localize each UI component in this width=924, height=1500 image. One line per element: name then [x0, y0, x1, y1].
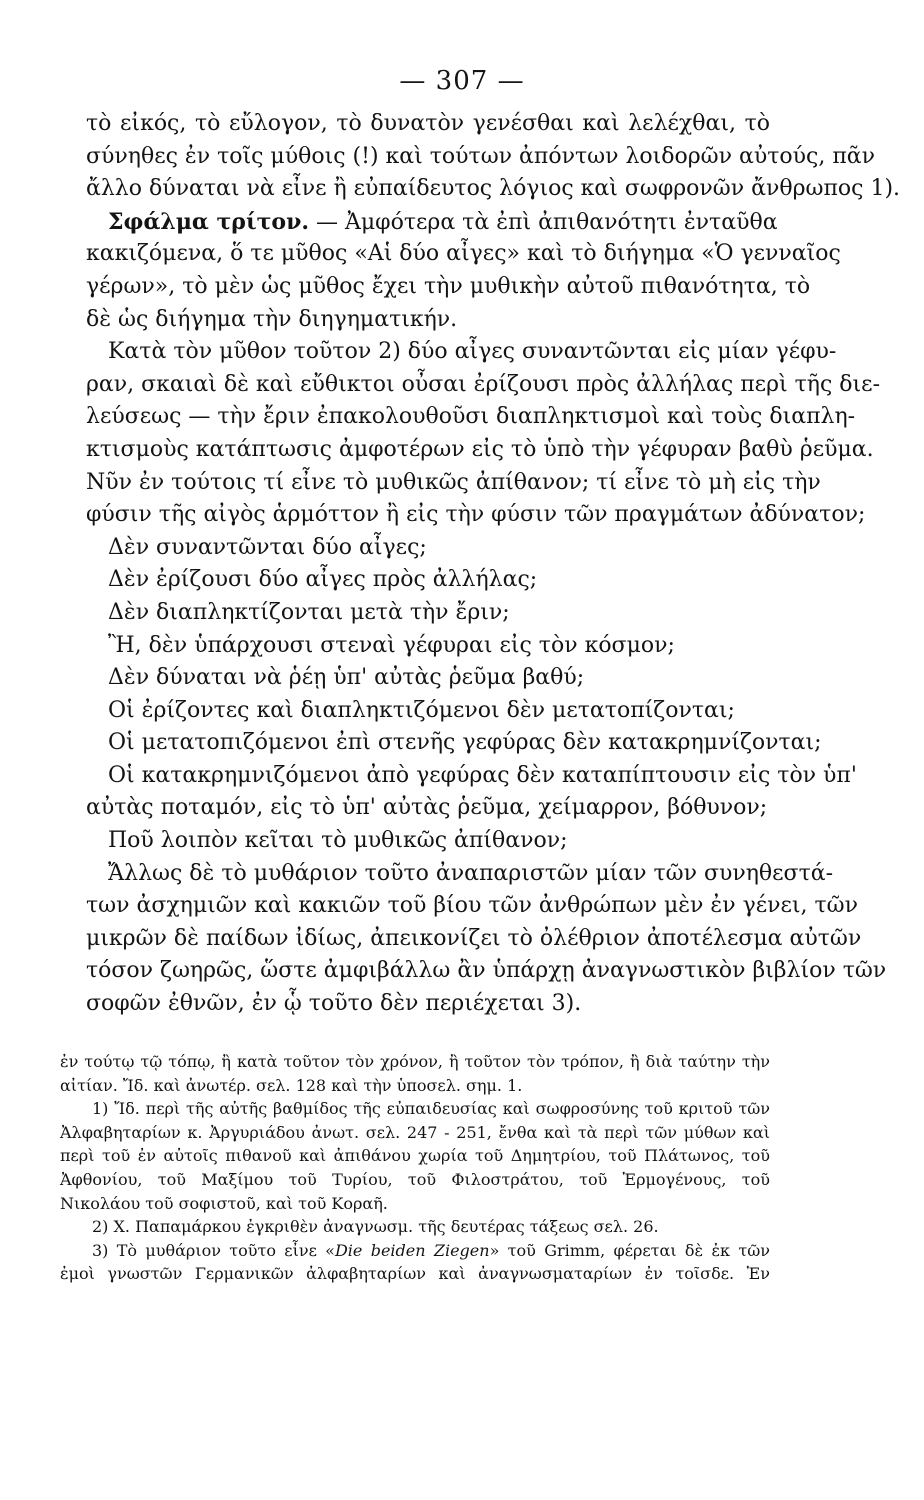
section-heading: Σφάλμα τρίτον.	[108, 208, 309, 235]
text-line: τὸ εἰκός, τὸ εὔλογον, τὸ δυνατὸν γενέσθαι καὶ λελέχθαι, τὸ	[86, 111, 770, 136]
text-line: ραν, σκαιαὶ δὲ καὶ εὔθικτοι οὖσαι ἐρίζουσι πρὸς ἀλλήλας περὶ τῆς διε-	[86, 371, 880, 397]
text-line: Δὲν ἐρίζουσι δύο αἶγες πρὸς ἀλλήλας;	[108, 567, 538, 593]
text-line: λεύσεως — τὴν ἔριν ἐπακολουθοῦσι διαπληκτισμοὶ καὶ τοὺς διαπλη-	[86, 404, 856, 430]
main-text	[86, 108, 901, 1021]
footnotes	[60, 1050, 770, 1286]
text-line: Οἱ κατακρημνιζόμενοι ἀπὸ γεφύρας δὲν καταπίπτουσιν εἰς τὸν ὑπ'	[108, 762, 857, 788]
page-number: — 307 —	[399, 66, 525, 96]
text-line: τόσον ζωηρῶς, ὥστε ἀμφιβάλλω ἂν ὑπάρχῃ ἀναγνωστικὸν βιβλίον τῶν	[86, 958, 887, 984]
text-line: κακιζόμενα, ὅ τε μῦθος «Αἱ δύο αἶγες» καὶ τὸ διήγημα «Ὁ γενναῖος	[86, 241, 841, 267]
footnote-3-end: » τοῦ Grimm, φέρεται δὲ ἐκ τῶν	[489, 1240, 770, 1260]
text-line: Δὲν διαπληκτίζονται μετὰ τὴν ἔριν;	[108, 599, 510, 625]
text-line: Δὲν συναντῶνται δύο αἶγες;	[108, 534, 427, 560]
text-line: δὲ ὡς διήγημα τὴν διηγηματικήν.	[86, 306, 458, 332]
text-line: αὐτὰς ποταμόν, εἰς τὸ ὑπ' αὐτὰς ῥεῦμα, χείμαρρον, βόθυνον;	[86, 795, 768, 821]
text-line: σύνηθες ἐν τοῖς μύθοις (!) καὶ τούτων ἀπόντων λοιδορῶν αὐτούς, πᾶν	[86, 143, 876, 169]
text-line: Ἢ, δὲν ὑπάρχουσι στεναὶ γέφυραι εἰς τὸν κόσμον;	[108, 632, 675, 658]
text-line: ἄλλο δύναται νὰ εἶνε ἢ εὐπαίδευτος λόγιος καὶ σωφρονῶν ἄνθρωπος 1).	[86, 176, 901, 202]
footnote-line: Ἀλφαβηταρίων κ. Ἀργυριάδου ἀνωτ. σελ. 247 - 251, ἔνθα καὶ τὰ περὶ τῶν μύθων καὶ	[60, 1122, 770, 1142]
footnote-3-title: Die beiden Ziegen	[334, 1240, 490, 1260]
text-line: γέρων», τὸ μὲν ὡς μῦθος ἔχει τὴν μυθικὴν αὐτοῦ πιθανότητα, τὸ	[86, 273, 811, 299]
footnote-3-start: 3) Τὸ μυθάριον τοῦτο εἶνε «	[92, 1240, 335, 1260]
footnote-3	[60, 1239, 770, 1263]
text-line: Ἄλλως δὲ τὸ μυθάριον τοῦτο ἀναπαριστῶν μίαν τῶν συνηθεστά-	[108, 860, 834, 886]
text-line: φύσιν τῆς αἰγὸς ἁρμόττον ἢ εἰς τὴν φύσιν τῶν πραγμάτων ἀδύνατον;	[86, 502, 866, 528]
footnote-line: ἐν τούτῳ τῷ τόπῳ, ἢ κατὰ τοῦτον τὸν χρόνον, ἢ τοῦτον τὸν τρόπον, ἢ διὰ ταύτην τὴν	[60, 1052, 770, 1071]
text-line: των ἀσχημιῶν καὶ κακιῶν τοῦ βίου τῶν ἀνθρώπων μὲν ἐν γένει, τῶν	[86, 893, 858, 919]
footnote-line: Ἀφθονίου, τοῦ Μαξίμου τοῦ Τυρίου, τοῦ Φιλοστράτου, τοῦ Ἑρμογένους, τοῦ	[60, 1169, 770, 1189]
heading-line	[86, 206, 778, 239]
text-line: Δὲν δύναται νὰ ῥέῃ ὑπ' αὐτὰς ῥεῦμα βαθύ;	[108, 665, 585, 691]
footnote-line: περὶ τοῦ ἐν αὐτοῖς πιθανοῦ καὶ ἀπιθάνου χωρία τοῦ Δημητρίου, τοῦ Πλάτωνος, τοῦ	[60, 1146, 770, 1166]
text-line: Οἱ ἐρίζοντες καὶ διαπληκτιζόμενοι δὲν μετατοπίζονται;	[108, 697, 735, 723]
text-line: Οἱ μετατοπιζόμενοι ἐπὶ στενῆς γεφύρας δὲν κατακρημνίζονται;	[108, 730, 822, 756]
text-line: κτισμοὺς κατάπτωσις ἀμφοτέρων εἰς τὸ ὑπὸ τὴν γέφυραν βαθὺ ῥεῦμα.	[86, 436, 874, 462]
footnote-line: Νικολάου τοῦ σοφιστοῦ, καὶ τοῦ Κοραῆ.	[60, 1193, 388, 1213]
text-line: μικρῶν δὲ παίδων ἰδίως, ἀπεικονίζει τὸ ὀλέθριον ἀποτέλεσμα αὐτῶν	[86, 925, 862, 951]
text-line: σοφῶν ἐθνῶν, ἐν ᾧ τοῦτο δὲν περιέχεται 3).	[86, 991, 582, 1017]
text-line: Ποῦ λοιπὸν κεῖται τὸ μυθικῶς ἀπίθανον;	[108, 828, 568, 854]
text-line: Κατὰ τὸν μῦθον τοῦτον 2) δύο αἶγες συναντῶνται εἰς μίαν γέφυ-	[108, 339, 837, 365]
footnote-line: ἐμοὶ γνωστῶν Γερμανικῶν ἀλφαβηταρίων καὶ ἀναγνωσματαρίων ἐν τοῖσδε. Ἐν	[60, 1264, 770, 1284]
text-line: Νῦν ἐν τούτοις τί εἶνε τὸ μυθικῶς ἀπίθανον; τί εἶνε τὸ μὴ εἰς τὴν	[86, 469, 821, 495]
footnote-1: 1) Ἴδ. περὶ τῆς αὐτῆς βαθμίδος τῆς εὐπαιδευσίας καὶ σωφροσύνης τοῦ κριτοῦ τῶν	[92, 1099, 770, 1119]
footnote-line: αἰτίαν. Ἴδ. καὶ ἀνωτέρ. σελ. 128 καὶ τὴν ὑποσελ. σημ. 1.	[60, 1075, 523, 1095]
footnote-2: 2) Χ. Παπαμάρκου ἐγκριθὲν ἀναγνωσμ. τῆς δευτέρας τάξεως σελ. 26.	[92, 1217, 659, 1237]
heading-continuation: — Ἀμφότερα τὰ ἐπὶ ἀπιθανότητι ἐνταῦθα	[309, 209, 778, 235]
